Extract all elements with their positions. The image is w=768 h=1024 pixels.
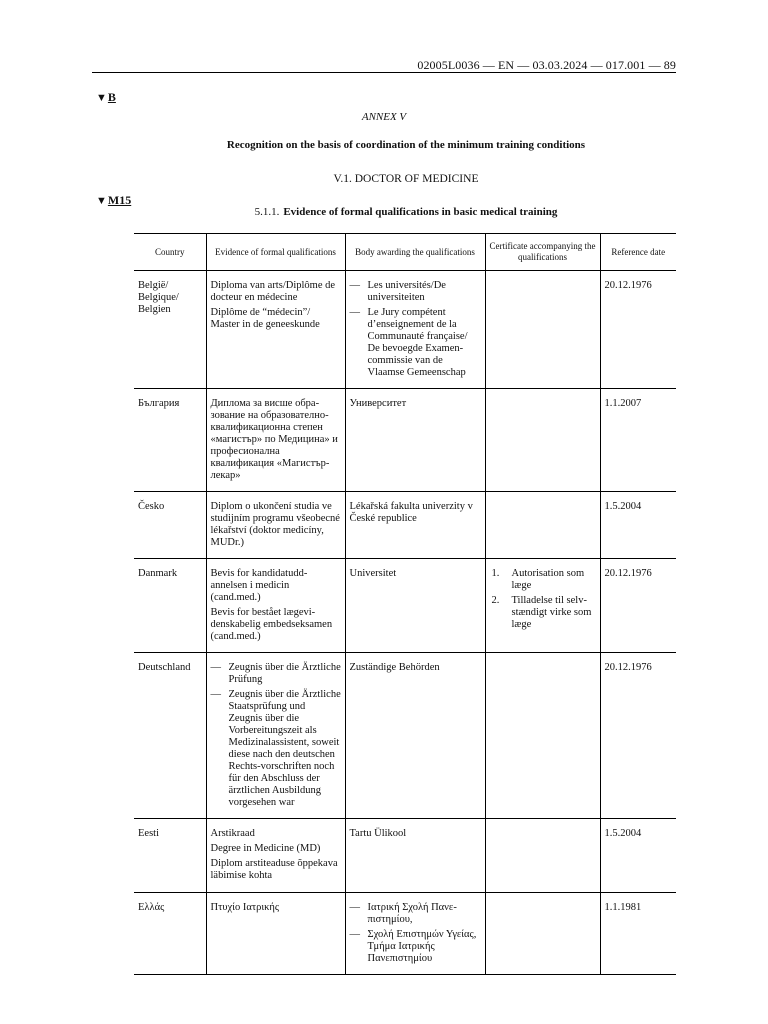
cell-reference-date: 20.12.1976	[600, 271, 676, 389]
triangle-down-icon: ▼	[96, 195, 107, 207]
evidence-text: Bevis for kandidatudd-annelsen i medicin (cand.med.)	[210, 568, 308, 603]
cell-certificate	[485, 271, 600, 389]
evidence-text: Диплома за висше обра-зование на образователно-квалификационна степен «магистър» по Медицина» и професионална квалификация «Магистър-лекар»	[210, 398, 338, 481]
table-row	[134, 893, 676, 975]
evidence-text: Arstikraad	[210, 828, 255, 839]
evidence-text: Diplom arstiteaduse õppekava läbimise kohta	[210, 858, 338, 881]
cell-body	[345, 559, 485, 653]
cell-evidence	[206, 492, 345, 559]
evidence-item	[211, 662, 342, 686]
marker-code: B	[107, 90, 116, 104]
table-row	[134, 559, 676, 653]
table-header-row	[134, 234, 676, 271]
evidence-text: Πτυχίο Ιατρικής	[210, 902, 280, 913]
cell-evidence	[206, 653, 345, 819]
cell-evidence	[206, 559, 345, 653]
cell-body	[345, 389, 485, 492]
body-item	[350, 307, 482, 379]
cell-country: Eesti	[134, 819, 206, 893]
certificate-text: Tilladelse til selv-stændigt virke som læge	[511, 595, 592, 630]
cell-reference-date: 1.5.2004	[600, 819, 676, 893]
cell-evidence	[206, 893, 345, 975]
subsection-number: 5.1.1.	[254, 206, 280, 218]
cell-evidence	[206, 389, 345, 492]
dash-bullet: —	[349, 902, 360, 913]
table-row	[134, 389, 676, 492]
triangle-down-icon: ▼	[96, 92, 107, 104]
header-reference-date: Reference date	[600, 234, 676, 271]
subsection-text: Evidence of formal qualifications in basic medical training	[283, 206, 558, 218]
evidence-text: Degree in Medicine (MD)	[210, 843, 321, 854]
cell-reference-date: 1.5.2004	[600, 492, 676, 559]
evidence-text: Diploma van arts/Diplôme de docteur en médecine	[210, 280, 336, 303]
item-number: 2.	[491, 595, 500, 606]
cell-reference-date: 20.12.1976	[600, 559, 676, 653]
body-item	[350, 280, 482, 304]
cell-evidence	[206, 819, 345, 893]
document-reference: 02005L0036 — EN — 03.03.2024 — 017.001 — 89	[417, 58, 676, 72]
body-text: Universitet	[349, 568, 397, 579]
cell-country: Česko	[134, 492, 206, 559]
table-row	[134, 271, 676, 389]
body-item	[350, 929, 482, 965]
cell-country: България	[134, 389, 206, 492]
dash-bullet: —	[210, 689, 221, 700]
cell-certificate	[485, 389, 600, 492]
certificate-item	[490, 568, 597, 592]
cell-reference-date: 1.1.2007	[600, 389, 676, 492]
body-text: Lékařská fakulta univerzity v České republice	[349, 501, 473, 524]
body-text: Ιατρική Σχολή Πανε-πιστημίου,	[367, 902, 457, 925]
cell-country: België/ Belgique/ Belgien	[134, 271, 206, 389]
amendment-marker-b	[96, 90, 116, 105]
cell-certificate	[485, 492, 600, 559]
body-text: Tartu Ülikool	[349, 828, 407, 839]
subsection-title	[0, 206, 768, 218]
cell-body	[345, 653, 485, 819]
body-text: Σχολή Επιστημών Υγείας, Τμήμα Ιατρικής Πανεπιστημίου	[367, 929, 477, 964]
cell-evidence	[206, 271, 345, 389]
evidence-item	[211, 689, 342, 809]
table-row	[134, 492, 676, 559]
evidence-text: Diplôme de “médecin”/ Master in de geneeskunde	[210, 307, 320, 330]
cell-certificate	[485, 653, 600, 819]
item-number: 1.	[491, 568, 500, 579]
header-evidence: Evidence of formal qualifications	[206, 234, 345, 271]
section-title: V.1. DOCTOR OF MEDICINE	[333, 173, 479, 185]
cell-country: Deutschland	[134, 653, 206, 819]
cell-certificate	[485, 559, 600, 653]
qualifications-table	[134, 233, 676, 975]
cell-body	[345, 271, 485, 389]
header-country: Country	[134, 234, 206, 271]
body-text: Les universités/De universiteiten	[367, 280, 446, 303]
body-text: Zuständige Behörden	[349, 662, 440, 673]
dash-bullet: —	[349, 929, 360, 940]
annex-title: ANNEX V	[361, 111, 407, 123]
cell-body	[345, 893, 485, 975]
annex-subtitle: Recognition on the basis of coordination of the minimum training conditions	[226, 139, 586, 151]
evidence-text: Zeugnis über die Ärztliche Staatsprüfung und Zeugnis über die Vorbereitungszeit als Medizinalassistent, soweit diese nach den deutschen Rechts-vorschriften noch für den Abschluss der ärztlichen Ausbildung vorgesehen war	[228, 689, 341, 808]
certificate-item	[490, 595, 597, 631]
evidence-text: Diplom o ukončení studia ve studijním programu všeobecné lékařství (doktor medicíny, MUDr.)	[210, 501, 340, 548]
cell-certificate	[485, 893, 600, 975]
table-row	[134, 653, 676, 819]
dash-bullet: —	[210, 662, 221, 673]
evidence-text: Bevis for bestået lægevi-denskabelig embedseksamen (cand.med.)	[210, 607, 333, 642]
cell-body	[345, 819, 485, 893]
dash-bullet: —	[349, 307, 360, 318]
certificate-text: Autorisation som læge	[511, 568, 585, 591]
body-text: Университет	[349, 398, 407, 409]
body-item	[350, 902, 482, 926]
header-divider	[92, 72, 676, 73]
header-body: Body awarding the qualifications	[345, 234, 485, 271]
cell-certificate	[485, 819, 600, 893]
table-body	[134, 271, 676, 975]
body-text: Le Jury compétent d’enseignement de la Communauté française/ De bevoegde Examen-commissie van de Vlaamse Gemeenschap	[367, 307, 468, 378]
cell-reference-date: 20.12.1976	[600, 653, 676, 819]
cell-country: Ελλάς	[134, 893, 206, 975]
cell-country: Danmark	[134, 559, 206, 653]
marker-code: M15	[107, 193, 132, 207]
dash-bullet: —	[349, 280, 360, 291]
evidence-text: Zeugnis über die Ärztliche Prüfung	[228, 662, 341, 685]
header-certificate: Certificate accompanying the qualifications	[485, 234, 600, 271]
cell-reference-date: 1.1.1981	[600, 893, 676, 975]
cell-body	[345, 492, 485, 559]
table-row	[134, 819, 676, 893]
